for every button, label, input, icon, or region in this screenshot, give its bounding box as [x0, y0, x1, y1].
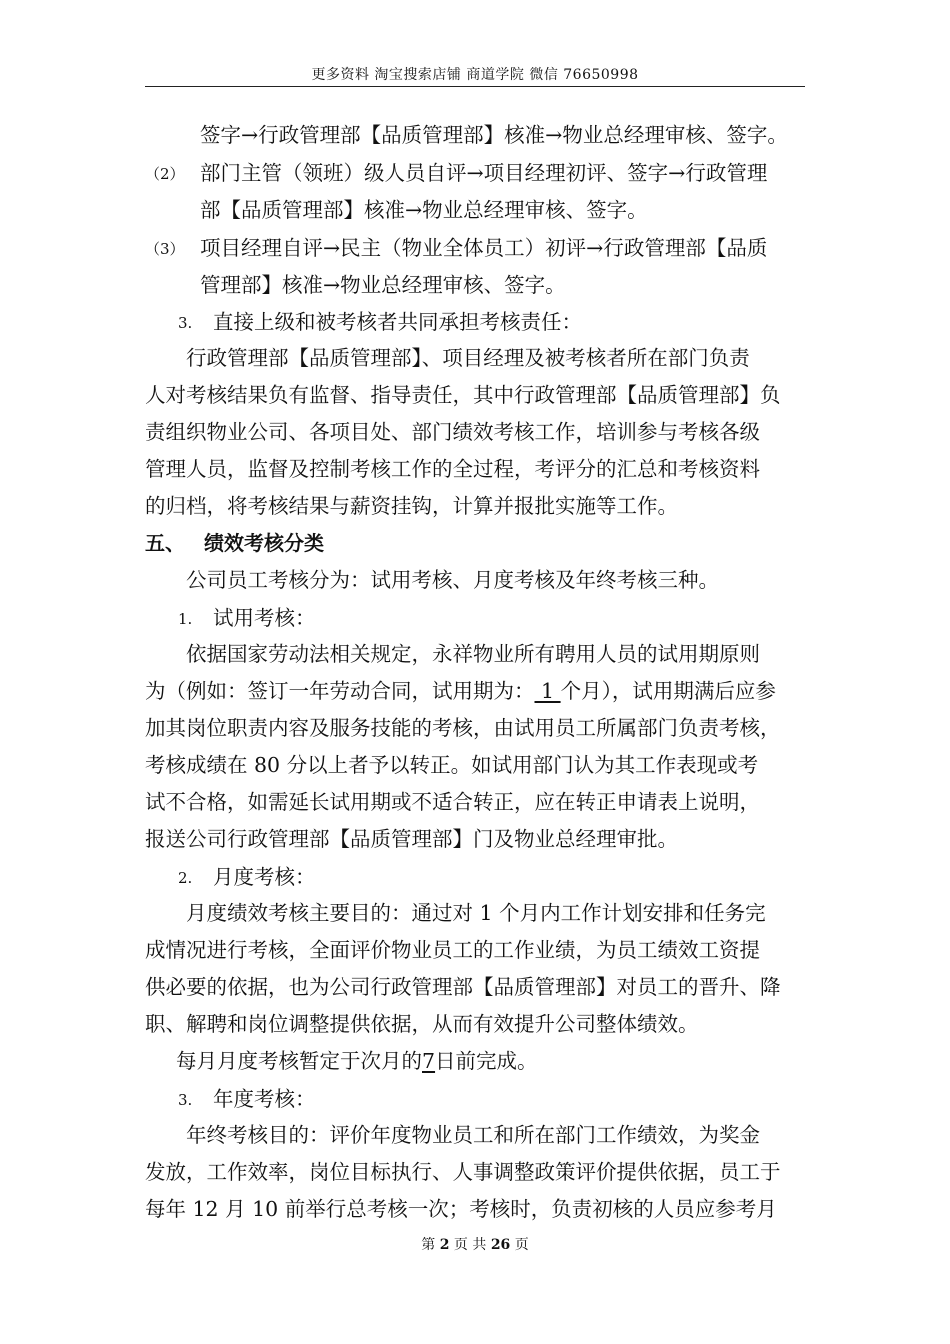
- deadline-day-value: 7: [422, 1049, 436, 1073]
- text-line: 依据国家劳动法相关规定，永祥物业所有聘用人员的试用期原则: [186, 642, 760, 666]
- page-footer: 第 2 页 共 26 页: [421, 1237, 529, 1253]
- text-line: 责组织物业公司、各项目处、部门绩效考核工作，培训参与考核各级: [145, 420, 760, 444]
- text-line: 供必要的依据，也为公司行政管理部【品质管理部】对员工的晋升、降: [145, 975, 781, 999]
- section-title: 试用考核：: [213, 606, 316, 630]
- text-line: 的归档，将考核结果与薪资挂钩，计算并报批实施等工作。: [145, 494, 678, 518]
- text-line: 管理部】核准→物业总经理审核、签字。: [200, 273, 566, 297]
- text-line: 行政管理部【品质管理部】、项目经理及被考核者所在部门负责: [186, 346, 750, 370]
- text-line: 管理人员，监督及控制考核工作的全过程，考评分的汇总和考核资料: [145, 457, 760, 481]
- section-number: 2.: [178, 869, 193, 887]
- text-line: 部门主管（领班）级人员自评→项目经理初评、签字→行政管理: [200, 161, 768, 185]
- text-line: 试不合格，如需延长试用期或不适合转正，应在转正申请表上说明，: [145, 790, 760, 814]
- trial-months-value: 1: [534, 679, 561, 703]
- text-line: 月度绩效考核主要目的：通过对 1 个月内工作计划安排和任务完: [186, 901, 766, 925]
- text-line: 每年 12 月 10 前举行总考核一次；考核时，负责初核的人员应参考月: [145, 1197, 777, 1221]
- section-number: 3.: [178, 1091, 193, 1109]
- text-line: 加其岗位职责内容及服务技能的考核，由试用员工所属部门负责考核，: [145, 716, 781, 740]
- list-number: （2）: [145, 165, 185, 183]
- text-line: 年终考核目的：评价年度物业员工和所在部门工作绩效，为奖金: [186, 1123, 760, 1147]
- text-line: 每月月度考核暂定于次月的7日前完成。: [176, 1049, 538, 1073]
- text-line: 职、解聘和岗位调整提供依据，从而有效提升公司整体绩效。: [145, 1012, 699, 1036]
- text-line: 为（例如：签订一年劳动合同，试用期为： 1 个月），试用期满后应参: [145, 679, 776, 703]
- header-divider: [145, 86, 805, 87]
- text-line: 部【品质管理部】核准→物业总经理审核、签字。: [200, 198, 648, 222]
- text-line: 发放，工作效率，岗位目标执行、人事调整政策评价提供依据，员工于: [145, 1160, 781, 1184]
- text-line: 公司员工考核分为：试用考核、月度考核及年终考核三种。: [186, 568, 719, 592]
- heading-title: 绩效考核分类: [204, 531, 324, 555]
- text-line: 报送公司行政管理部【品质管理部】门及物业总经理审批。: [145, 827, 678, 851]
- section-title: 月度考核：: [213, 865, 316, 889]
- section-number: 1.: [178, 610, 193, 628]
- page-number: 2: [439, 1237, 450, 1253]
- page-header: 更多资料 淘宝搜索店铺 商道学院 微信 76650998: [311, 67, 639, 83]
- section-title: 直接上级和被考核者共同承担考核责任：: [213, 310, 582, 334]
- list-number: （3）: [145, 240, 185, 258]
- section-number: 3.: [178, 314, 193, 332]
- section-title: 年度考核：: [213, 1087, 316, 1111]
- heading-number: 五、: [145, 531, 185, 555]
- text-line: 成情况进行考核，全面评价物业员工的工作业绩，为员工绩效工资提: [145, 938, 760, 962]
- text-line: 项目经理自评→民主（物业全体员工）初评→行政管理部【品质: [200, 236, 768, 260]
- page-total: 26: [490, 1237, 511, 1253]
- text-line: 考核成绩在 80 分以上者予以转正。如试用部门认为其工作表现或考: [145, 753, 759, 777]
- text-line: 签字→行政管理部【品质管理部】核准→物业总经理审核、签字。: [200, 123, 788, 147]
- text-line: 人对考核结果负有监督、指导责任，其中行政管理部【品质管理部】负: [145, 383, 781, 407]
